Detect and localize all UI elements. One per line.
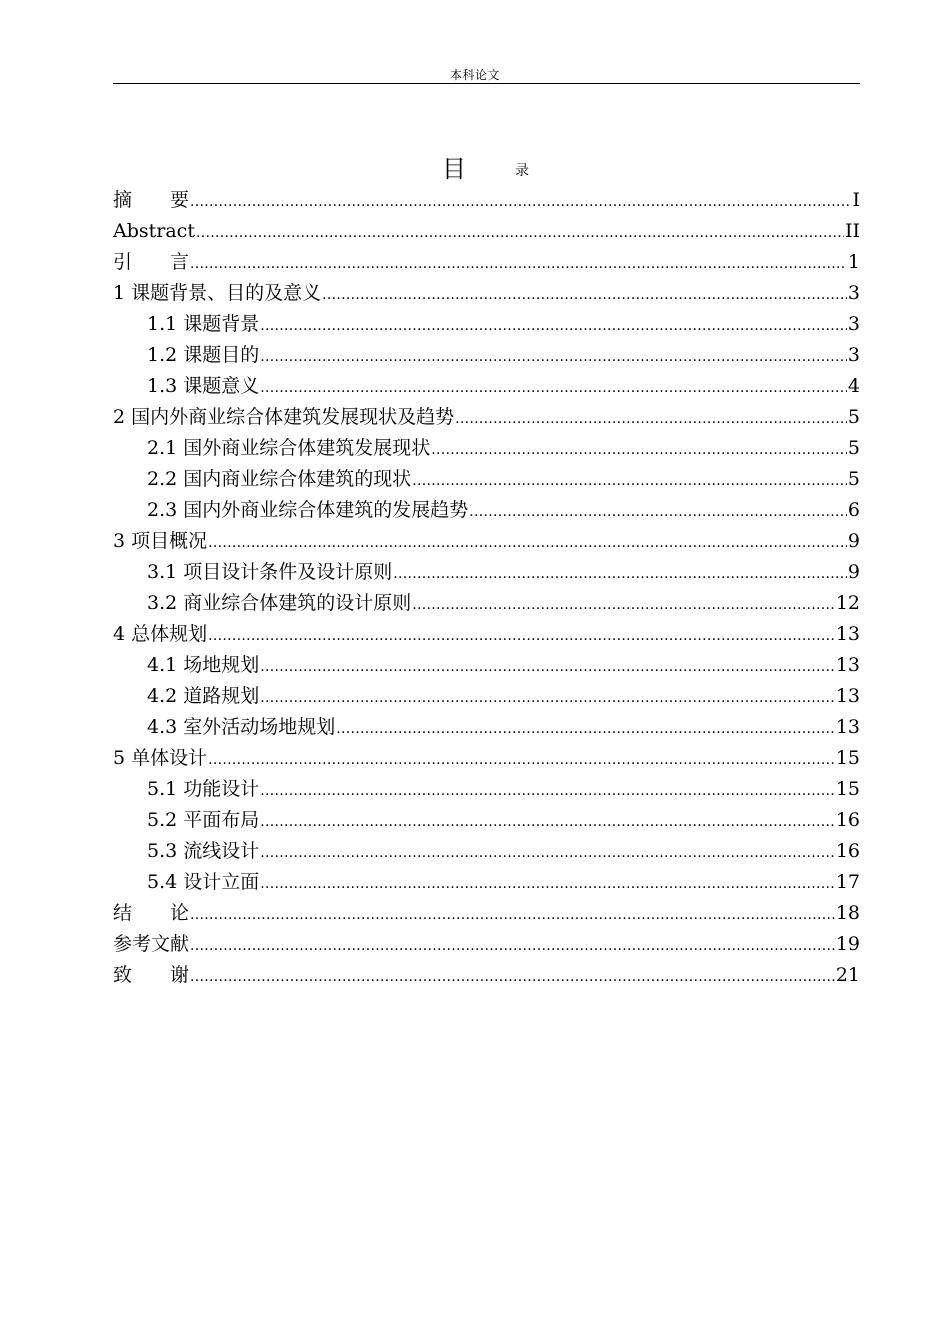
- toc-entry-label: 1.2 课题目的: [147, 344, 260, 366]
- toc-entry-page: 3: [847, 313, 860, 335]
- toc-entry-label: 1.1 课题背景: [147, 313, 260, 335]
- toc-entry-page: 3: [847, 282, 860, 304]
- toc-entry-label: 致 谢: [113, 964, 190, 986]
- toc-leader-dots: [196, 216, 844, 249]
- toc-entry-page: 19: [835, 933, 860, 955]
- toc-leader-dots: [431, 433, 847, 466]
- toc-entry-chapter-1[interactable]: [113, 278, 860, 309]
- toc-entry-page: 5: [847, 468, 860, 490]
- toc-entry-chapter-5[interactable]: [113, 743, 860, 774]
- toc-entry-page: 5: [847, 437, 860, 459]
- toc-entry-page: 13: [835, 654, 860, 676]
- toc-entry-label: 4 总体规划: [113, 623, 208, 645]
- toc-entry-page: 13: [835, 716, 860, 738]
- toc-entry-page: 9: [847, 530, 860, 552]
- toc-entry-introduction[interactable]: [113, 247, 860, 278]
- toc-leader-dots: [412, 464, 847, 497]
- toc-entry-label: 4.2 道路规划: [147, 685, 260, 707]
- toc-leader-dots: [336, 712, 835, 745]
- toc-entry-abstract-en[interactable]: [113, 216, 860, 247]
- toc-entry-section-4-1[interactable]: [113, 650, 860, 681]
- toc-entry-label: 5.2 平面布局: [147, 809, 260, 831]
- toc-leader-dots: [260, 836, 835, 869]
- toc-entry-page: 9: [847, 561, 860, 583]
- toc-entry-acknowledgements[interactable]: [113, 960, 860, 991]
- toc-leader-dots: [260, 867, 835, 900]
- toc-leader-dots: [393, 557, 847, 590]
- toc-entry-label: 5 单体设计: [113, 747, 208, 769]
- toc-entry-label: 4.3 室外活动场地规划: [147, 716, 336, 738]
- toc-leader-dots: [208, 526, 847, 559]
- toc-leader-dots: [260, 650, 835, 683]
- toc-entry-page: II: [844, 220, 860, 242]
- header-rule: [113, 83, 860, 84]
- toc-entry-section-3-1[interactable]: [113, 557, 860, 588]
- toc-title-char-1: 目: [442, 155, 466, 183]
- toc-leader-dots: [260, 681, 835, 714]
- toc-leader-dots: [260, 340, 847, 373]
- toc-entry-label: 结 论: [113, 902, 190, 924]
- toc-entry-page: 1: [847, 251, 860, 273]
- toc-entry-section-1-3[interactable]: [113, 371, 860, 402]
- toc-entry-page: 12: [835, 592, 860, 614]
- toc-entry-label: 3 项目概况: [113, 530, 208, 552]
- toc-leader-dots: [260, 805, 835, 838]
- toc-entry-page: 5: [847, 406, 860, 428]
- toc-leader-dots: [412, 588, 835, 621]
- toc-entry-section-5-2[interactable]: [113, 805, 860, 836]
- table-of-contents: [113, 185, 860, 991]
- toc-entry-page: 21: [835, 964, 860, 986]
- toc-leader-dots: [208, 619, 835, 652]
- toc-entry-label: 摘 要: [113, 189, 190, 211]
- toc-leader-dots: [190, 185, 851, 218]
- toc-entry-label: 1.3 课题意义: [147, 375, 260, 397]
- toc-entry-page: 3: [847, 344, 860, 366]
- toc-entry-section-2-3[interactable]: [113, 495, 860, 526]
- toc-title-char-2: 录: [515, 163, 529, 179]
- toc-entry-page: 13: [835, 685, 860, 707]
- toc-entry-conclusion[interactable]: [113, 898, 860, 929]
- toc-leader-dots: [469, 495, 847, 528]
- toc-entry-section-3-2[interactable]: [113, 588, 860, 619]
- toc-entry-page: 18: [835, 902, 860, 924]
- toc-leader-dots: [260, 774, 835, 807]
- toc-entry-page: 16: [835, 809, 860, 831]
- toc-entry-label: 1 课题背景、目的及意义: [113, 282, 322, 304]
- toc-entry-label: 5.3 流线设计: [147, 840, 260, 862]
- toc-entry-page: 13: [835, 623, 860, 645]
- toc-leader-dots: [190, 898, 835, 931]
- toc-entry-page: 6: [847, 499, 860, 521]
- toc-entry-section-2-1[interactable]: [113, 433, 860, 464]
- toc-entry-page: I: [852, 189, 860, 211]
- toc-entry-page: 4: [847, 375, 860, 397]
- toc-leader-dots: [208, 743, 835, 776]
- toc-entry-label: 2.1 国外商业综合体建筑发展现状: [147, 437, 431, 459]
- toc-entry-page: 17: [835, 871, 860, 893]
- toc-entry-page: 15: [835, 747, 860, 769]
- toc-entry-chapter-2[interactable]: [113, 402, 860, 433]
- toc-entry-label: 2 国内外商业综合体建筑发展现状及趋势: [113, 406, 455, 428]
- toc-entry-page: 16: [835, 840, 860, 862]
- toc-leader-dots: [322, 278, 847, 311]
- toc-entry-label: 2.2 国内商业综合体建筑的现状: [147, 468, 412, 490]
- toc-entry-label: 5.1 功能设计: [147, 778, 260, 800]
- toc-leader-dots: [260, 309, 847, 342]
- toc-entry-page: 15: [835, 778, 860, 800]
- toc-leader-dots: [260, 371, 847, 404]
- toc-entry-section-5-1[interactable]: [113, 774, 860, 805]
- toc-entry-section-1-1[interactable]: [113, 309, 860, 340]
- toc-entry-label: Abstract: [113, 220, 195, 242]
- page-header: 本科论文: [449, 68, 500, 82]
- toc-entry-references[interactable]: [113, 929, 860, 960]
- toc-entry-section-1-2[interactable]: [113, 340, 860, 371]
- toc-entry-section-5-4[interactable]: [113, 867, 860, 898]
- toc-entry-chapter-3[interactable]: [113, 526, 860, 557]
- toc-entry-label: 3.2 商业综合体建筑的设计原则: [147, 592, 412, 614]
- toc-entry-label: 参考文献: [113, 933, 190, 955]
- toc-entry-section-2-2[interactable]: [113, 464, 860, 495]
- toc-title: [0, 153, 950, 185]
- toc-leader-dots: [190, 247, 847, 280]
- toc-entry-label: 5.4 设计立面: [147, 871, 260, 893]
- toc-entry-section-4-3[interactable]: [113, 712, 860, 743]
- toc-leader-dots: [455, 402, 847, 435]
- toc-entry-label: 3.1 项目设计条件及设计原则: [147, 561, 393, 583]
- toc-entry-chapter-4[interactable]: [113, 619, 860, 650]
- toc-entry-label: 引 言: [113, 251, 190, 273]
- toc-entry-label: 4.1 场地规划: [147, 654, 260, 676]
- toc-leader-dots: [190, 960, 835, 993]
- toc-entry-abstract-cn[interactable]: [113, 185, 860, 216]
- toc-entry-section-5-3[interactable]: [113, 836, 860, 867]
- toc-leader-dots: [190, 929, 835, 962]
- toc-entry-label: 2.3 国内外商业综合体建筑的发展趋势: [147, 499, 469, 521]
- toc-entry-section-4-2[interactable]: [113, 681, 860, 712]
